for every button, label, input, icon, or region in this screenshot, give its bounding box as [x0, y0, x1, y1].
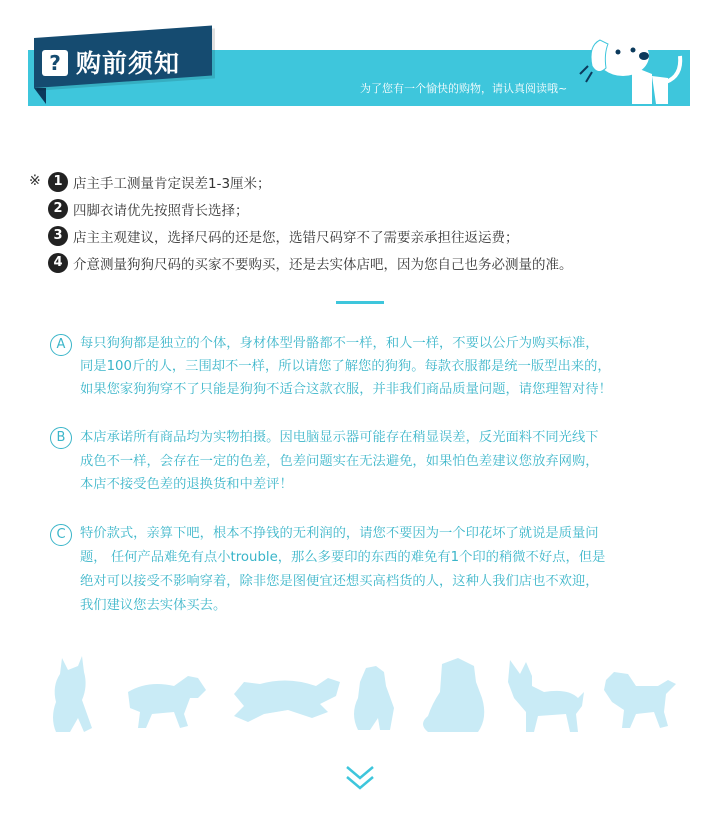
- number-badge-icon: 4: [48, 253, 68, 273]
- section-c-line: 题， 任何产品难免有点小trouble，那么多要印的东西的难免有1个印的稍微不好点，但是: [80, 550, 606, 565]
- section-b-badge-icon: B: [50, 427, 72, 449]
- notice-item-text: 四脚衣请优先按照背长选择；: [73, 203, 249, 219]
- section-b-line: 本店承诺所有商品均为实物拍摄。因电脑显示器可能存在稍显误差，反光面料不同光线下: [80, 430, 599, 445]
- section-c-line: 绝对可以接受不影响穿着，除非您是图便宜还想买高档货的人，这种人我们店也不欢迎，: [80, 574, 599, 589]
- section-b-line: 本店不接受色差的退换货和中差评！: [80, 477, 293, 492]
- section-a-line: 如果您家狗狗穿不了只能是狗狗不适合这款衣服，并非我们商品质量问题，请您理智对待！: [80, 382, 612, 397]
- big-dog-icon: [423, 658, 484, 732]
- title-ribbon-fold: [34, 88, 46, 104]
- trotting-dog-icon: [604, 672, 676, 728]
- page-title: 购前须知: [76, 49, 181, 78]
- dog-mascot-icon: [578, 26, 688, 106]
- notice-item-text: 介意测量狗狗尺码的买家不要购买，还是去实体店吧，因为您自己也务必测量的准。: [73, 257, 573, 273]
- section-a-line: 每只狗狗都是独立的个体，身材体型骨骼都不一样，和人一样，不要以公斤为购买标准，: [80, 336, 599, 351]
- question-mark-icon: ?: [42, 50, 68, 76]
- notice-item-3: [48, 225, 519, 247]
- number-badge-icon: 2: [48, 199, 68, 219]
- sitting-dog-icon: [53, 656, 92, 732]
- notice-item-1: [48, 171, 271, 193]
- scroll-down-chevron-icon: [344, 764, 376, 792]
- section-c-line: 我们建议您去实体买去。: [80, 598, 227, 613]
- notice-item-4: [48, 252, 573, 274]
- notice-item-2: [48, 198, 249, 220]
- section-c-badge-icon: C: [50, 524, 72, 546]
- notice-item-text: 店主手工测量肯定误差1-3厘米；: [73, 176, 271, 192]
- dog-silhouettes: [48, 652, 678, 736]
- lying-dog-icon: [234, 678, 340, 722]
- section-a-line: 同是100斤的人，三围却不一样，所以请您了解您的狗狗。每款衣服都是统一版型出来的，: [80, 359, 611, 374]
- section-b-line: 成色不一样，会存在一定的色差，色差问题实在无法避免，如果怕色差建议您放弃网购，: [80, 454, 599, 469]
- standing-dog-icon: [508, 660, 584, 732]
- small-puppy-icon: [354, 666, 394, 730]
- section-c-line: 特价款式，亲算下吧，根本不挣钱的无利润的，请您不要因为一个印花坏了就说是质量问: [80, 526, 599, 541]
- section-a-badge-icon: A: [50, 334, 72, 356]
- reference-mark: ※: [29, 173, 41, 189]
- section-divider: [336, 301, 384, 304]
- walking-puppy-icon: [128, 676, 206, 728]
- notice-item-text: 店主主观建议，选择尺码的还是您，选错尺码穿不了需要亲承担往返运费；: [73, 230, 519, 246]
- header-tagline: 为了您有一个愉快的购物，请认真阅读哦~: [360, 82, 568, 95]
- number-badge-icon: 1: [48, 172, 68, 192]
- number-badge-icon: 3: [48, 226, 68, 246]
